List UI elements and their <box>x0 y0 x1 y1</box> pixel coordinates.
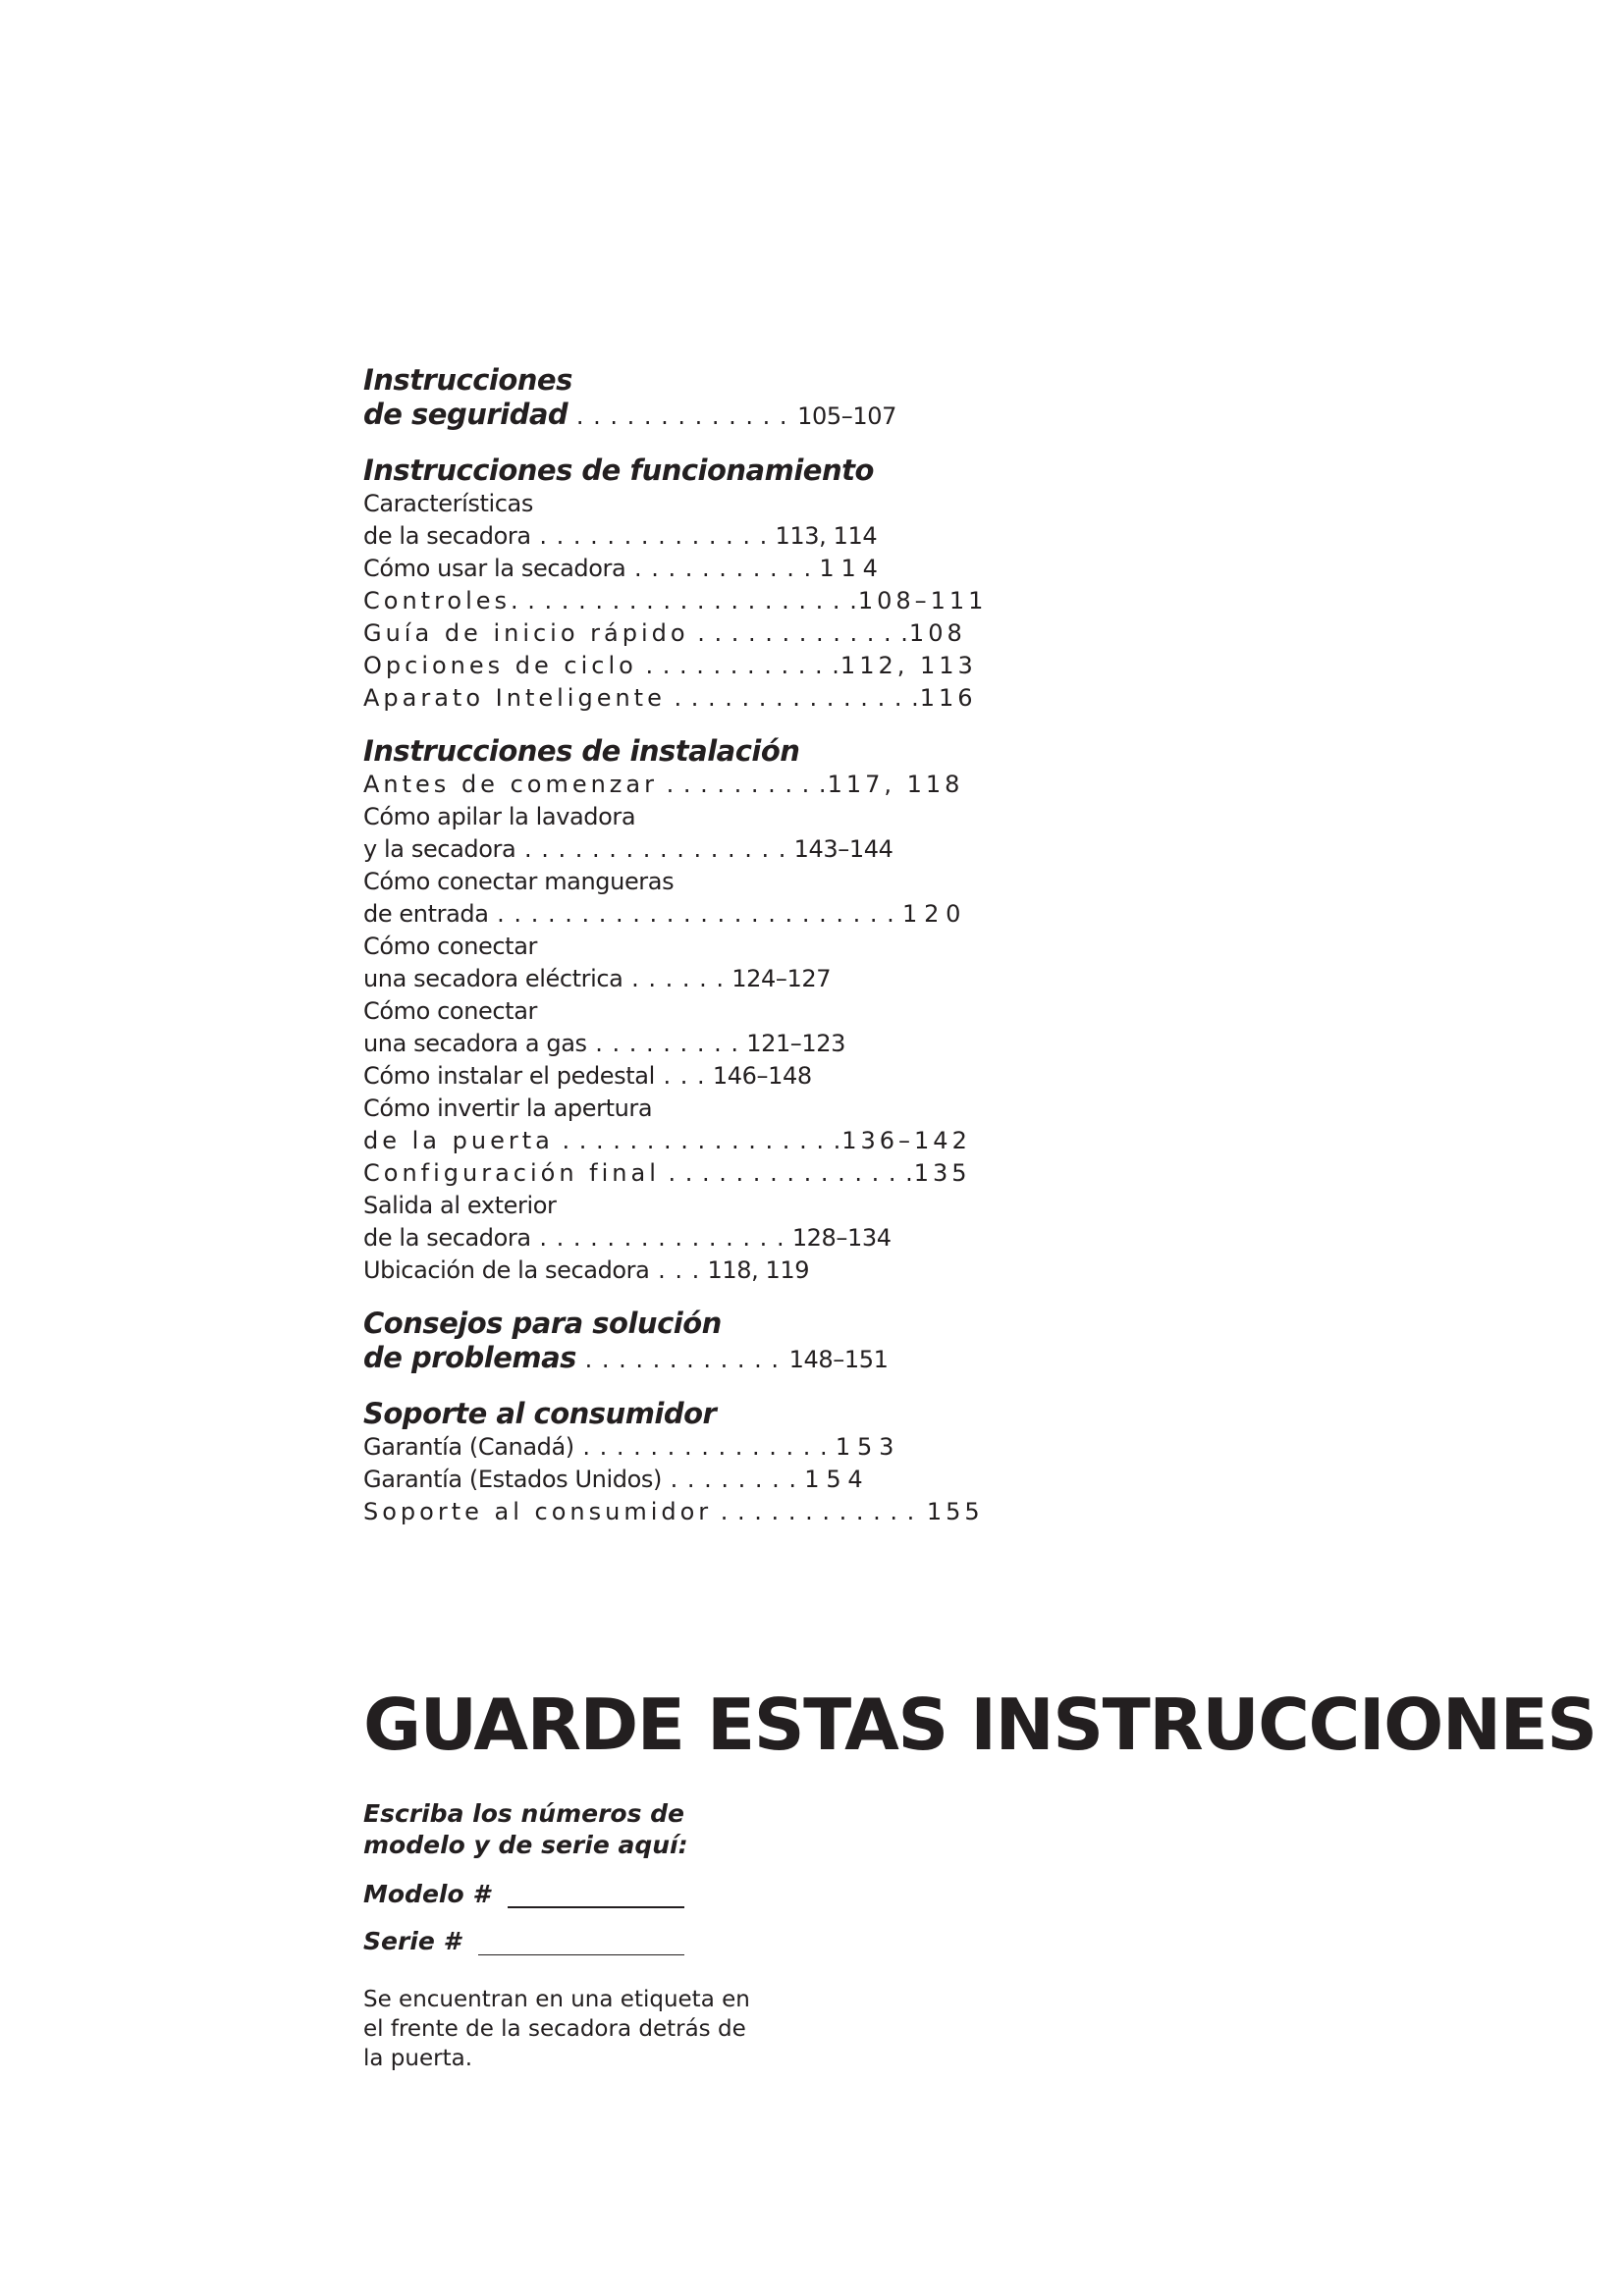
leader-dots: . . . . . . . . . <box>586 1030 739 1057</box>
page-range: 1 5 3 <box>835 1433 893 1461</box>
toc-entry-label: Aparato Inteligente <box>363 684 666 712</box>
page-range: 108–111 <box>857 587 988 614</box>
toc-section-soporte <box>363 1397 1051 1528</box>
toc-entry[interactable] <box>363 833 1051 866</box>
toc-entry[interactable] <box>363 650 1051 682</box>
leader-dots: . . . . . . . . . . . . . . . <box>659 1159 914 1187</box>
page-range: 117, 118 <box>827 771 964 798</box>
toc-entry <box>363 866 1051 898</box>
toc-section-title: Consejos para solución <box>363 1307 722 1340</box>
page-range: 136–142 <box>841 1127 971 1154</box>
toc-entry-label: de la puerta <box>363 1127 554 1154</box>
label-location-note: Se encuentran en una etiqueta en el frente de la secadora detrás de la puerta. <box>363 1987 750 2071</box>
toc-entry[interactable] <box>363 1028 1051 1060</box>
toc-entry <box>363 995 1051 1028</box>
toc-section-title: Soporte al consumidor <box>363 1397 717 1430</box>
leader-dots: . . . . . . . . . . . . . . . . . . . . . . . . <box>488 900 895 928</box>
leader-dots: . . . <box>654 1062 706 1090</box>
page-range: 113, 114 <box>775 522 878 550</box>
toc-section-title-line2: de problemas <box>363 1341 576 1374</box>
model-serial-record <box>363 1798 952 2073</box>
toc-entry-label: Controles <box>363 587 512 614</box>
page-range: 135 <box>913 1159 971 1187</box>
page-range: 155 <box>926 1498 984 1525</box>
page-range: 1 5 4 <box>804 1466 863 1493</box>
model-number-label: Modelo # <box>363 1880 490 1908</box>
leader-dots: . . . . . . . . . . . . <box>712 1498 916 1525</box>
page-range: 1 1 4 <box>819 555 878 582</box>
toc-entry-label: Cómo apilar la lavadora <box>363 803 636 830</box>
toc-entry-label: una secadora a gas <box>363 1030 587 1057</box>
toc-entry-label: Características <box>363 490 533 517</box>
page-range: 146–148 <box>712 1062 812 1090</box>
toc-entry-label: de entrada <box>363 900 489 928</box>
page-range: 124–127 <box>731 965 832 992</box>
leader-dots: . . . . . . . . . . . . . . . . <box>515 835 787 863</box>
leader-dots: . . . . . . . . . . . . . . <box>530 522 769 550</box>
leader-dots: . . . . . . . . . . . . . . . <box>530 1224 785 1252</box>
toc-entry[interactable] <box>363 769 1051 801</box>
toc-entry[interactable] <box>363 1157 1051 1190</box>
toc-entry <box>363 801 1051 833</box>
toc-entry <box>363 1093 1051 1125</box>
toc-entry-label: de la secadora <box>363 1224 531 1252</box>
toc-entry[interactable] <box>363 963 1051 995</box>
leader-dots: . . . . . . . . . . <box>657 771 828 798</box>
toc-entry-label: Cómo conectar <box>363 933 537 960</box>
toc-section-title: Instrucciones <box>363 363 572 397</box>
toc-entry[interactable] <box>363 617 1051 650</box>
toc-entry <box>363 931 1051 963</box>
leader-dots: . . . . . . <box>623 965 726 992</box>
toc-entry <box>363 488 1051 520</box>
toc-entry[interactable] <box>363 1125 1051 1157</box>
page-range: 128–134 <box>791 1224 892 1252</box>
leader-dots: . . . . . . . . . . . . . <box>688 619 909 647</box>
page-range: 143–144 <box>793 835 893 863</box>
leader-dots: . . . <box>649 1256 701 1284</box>
leader-dots: . . . . . . . . . . . . <box>636 652 840 679</box>
toc-entry[interactable] <box>363 898 1051 931</box>
toc-entry-label: Garantía (Estados Unidos) <box>363 1466 662 1493</box>
toc-entry <box>363 1190 1051 1222</box>
toc-entry-label: Garantía (Canadá) <box>363 1433 574 1461</box>
toc-section-title: Instrucciones de funcionamiento <box>363 454 874 487</box>
toc-entry-label: Ubicación de la secadora <box>363 1256 650 1284</box>
save-instructions-heading: GUARDE ESTAS INSTRUCCIONES <box>363 1683 1597 1766</box>
leader-dots: . . . . . . . . . . . . <box>575 1346 781 1373</box>
toc-entry-label: Configuración final <box>363 1159 660 1187</box>
leader-dots: . . . . . . . . . . . . . . . <box>665 684 920 712</box>
toc-entry[interactable] <box>363 1431 1051 1464</box>
leader-dots: . . . . . . . . . . . <box>625 555 813 582</box>
serial-number-label: Serie # <box>363 1927 460 1955</box>
serial-number-blank <box>478 1937 684 1955</box>
leader-dots: . . . . . . . . <box>661 1466 797 1493</box>
toc-entry-label: de la secadora <box>363 522 531 550</box>
toc-entry-label: Opciones de ciclo <box>363 652 637 679</box>
toc-entry-label: Cómo invertir la apertura <box>363 1095 653 1122</box>
toc-entry-label: una secadora eléctrica <box>363 965 623 992</box>
toc-entry[interactable] <box>363 1222 1051 1255</box>
toc-entry-label: Soporte al consumidor <box>363 1498 713 1525</box>
toc-section-title-row[interactable] <box>363 1341 1051 1377</box>
toc-entry[interactable] <box>363 682 1051 715</box>
toc-entry[interactable] <box>363 1060 1051 1093</box>
page-range: 105–107 <box>797 402 896 430</box>
toc-entry-label: Guía de inicio rápido <box>363 619 689 647</box>
toc-entry[interactable] <box>363 1255 1051 1287</box>
table-of-contents <box>363 363 1051 1548</box>
toc-section-seguridad <box>363 363 1051 434</box>
leader-dots: . . . . . . . . . . . . . . . . . . . . . <box>511 587 858 614</box>
page-range: 108 <box>908 619 966 647</box>
toc-section-title-row[interactable] <box>363 398 1051 434</box>
page-range: 118, 119 <box>707 1256 810 1284</box>
toc-entry-label: Antes de comenzar <box>363 771 658 798</box>
model-number-field <box>363 1879 952 1908</box>
record-prompt: Escriba los números de modelo y de serie aquí: <box>363 1799 688 1859</box>
leader-dots: . . . . . . . . . . . . . . . . . <box>553 1127 842 1154</box>
toc-section-instalacion <box>363 734 1051 1287</box>
toc-section-problemas <box>363 1307 1051 1377</box>
page-range: 116 <box>919 684 977 712</box>
leader-dots: . . . . . . . . . . . . . <box>568 402 788 430</box>
toc-section-title: Instrucciones de instalación <box>363 734 800 768</box>
toc-entry[interactable] <box>363 553 1051 585</box>
toc-entry-label: Cómo instalar el pedestal <box>363 1062 655 1090</box>
serial-number-field <box>363 1926 952 1955</box>
toc-entry[interactable] <box>363 1496 1051 1528</box>
model-number-blank <box>508 1889 684 1908</box>
toc-entry-label: Cómo conectar mangueras <box>363 868 675 895</box>
toc-entry[interactable] <box>363 585 1051 617</box>
toc-section-title-line2: de seguridad <box>363 398 568 431</box>
page-range: 112, 113 <box>839 652 977 679</box>
toc-entry-label: Cómo usar la secadora <box>363 555 626 582</box>
leader-dots: . . . . . . . . . . . . . . . <box>573 1433 829 1461</box>
page-range: 148–151 <box>788 1346 889 1373</box>
toc-entry[interactable] <box>363 1464 1051 1496</box>
toc-entry-label: y la secadora <box>363 835 516 863</box>
page-range: 121–123 <box>746 1030 846 1057</box>
toc-section-funcionamiento <box>363 454 1051 715</box>
toc-entry[interactable] <box>363 520 1051 553</box>
page-range: 1 2 0 <box>901 900 961 928</box>
toc-entry-label: Cómo conectar <box>363 997 537 1025</box>
toc-entry-label: Salida al exterior <box>363 1192 557 1219</box>
